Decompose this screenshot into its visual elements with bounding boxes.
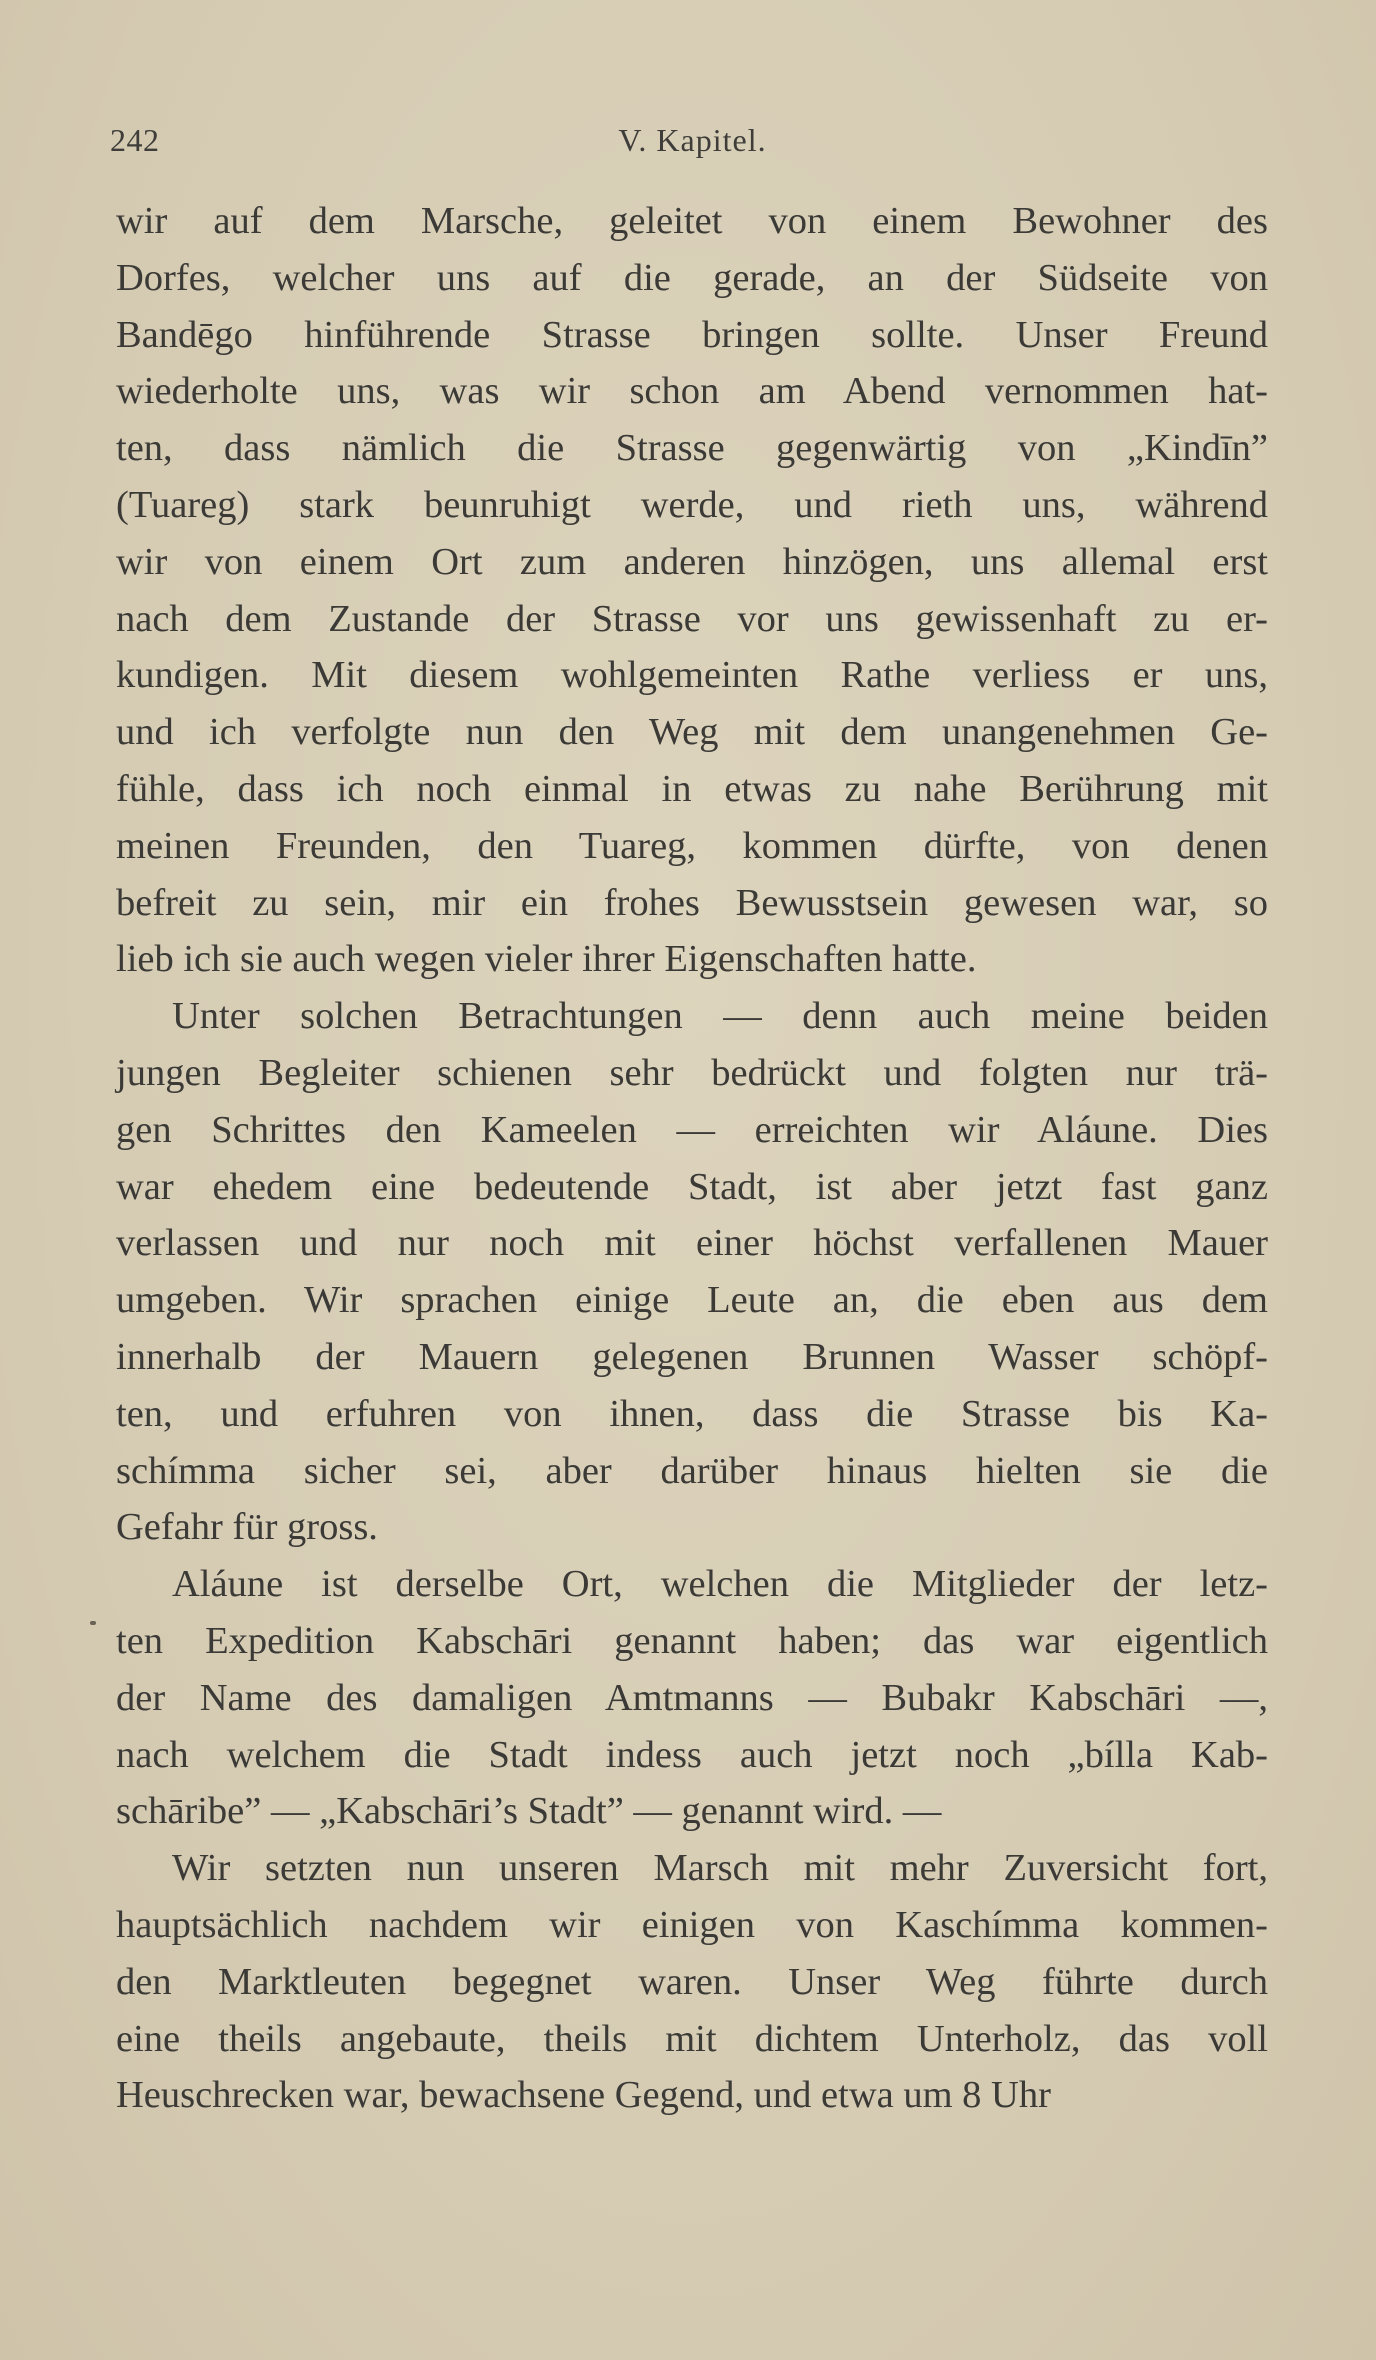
text-line-content: und ich verfolgte nun den Weg mit dem unangenehmen Ge- — [116, 711, 1268, 754]
text-line-content: ten Expedition Kabschāri genannt haben; das war eigentlich — [116, 1619, 1268, 1662]
text-line — [116, 1499, 1268, 1556]
text-line — [116, 2011, 1268, 2068]
text-line — [116, 818, 1268, 875]
text-line — [116, 1954, 1268, 2011]
text-line — [116, 1272, 1268, 1329]
text-line — [116, 477, 1268, 534]
text-line-content: Dorfes, welcher uns auf die gerade, an der Südseite von — [116, 256, 1268, 299]
text-line-content: war ehedem eine bedeutende Stadt, ist aber jetzt fast ganz — [116, 1165, 1268, 1208]
paragraph — [116, 1556, 1268, 1840]
text-line-content: der Name des damaligen Amtmanns — Bubakr Kabschāri —, — [116, 1676, 1268, 1719]
body-text — [116, 193, 1268, 2124]
text-line-content: Gefahr für gross. — [116, 1506, 378, 1549]
text-line — [116, 931, 1268, 988]
text-line-content: Wir setzten nun unseren Marsch mit mehr Zuversicht fort, — [172, 1847, 1268, 1890]
page-header — [110, 122, 1275, 172]
text-line-content: ten, dass nämlich die Strasse gegenwärtig von „Kindīn” — [116, 427, 1268, 470]
running-head: V. Kapitel. — [618, 122, 767, 158]
text-line — [116, 1727, 1268, 1784]
text-line — [116, 2067, 1268, 2124]
paragraph — [116, 193, 1268, 988]
text-line-content: wir von einem Ort zum anderen hinzögen, uns allemal erst — [116, 540, 1268, 583]
text-line — [116, 250, 1268, 307]
text-line-content: umgeben. Wir sprachen einige Leute an, die eben aus dem — [116, 1279, 1268, 1322]
text-line — [116, 1556, 1268, 1613]
text-line — [116, 1613, 1268, 1670]
text-line-content: schímma sicher sei, aber darüber hinaus hielten sie die — [116, 1449, 1268, 1492]
text-line-content: befreit zu sein, mir ein frohes Bewusstsein gewesen war, so — [116, 881, 1268, 924]
text-line — [116, 1102, 1268, 1159]
text-line — [116, 420, 1268, 477]
text-line — [116, 704, 1268, 761]
page-number: 242 — [110, 122, 160, 158]
text-line-content: schāribe” — „Kabschāri’s Stadt” — genannt wird. — — [116, 1790, 942, 1833]
text-line — [116, 1329, 1268, 1386]
text-line-content: Heuschrecken war, bewachsene Gegend, und etwa um 8 Uhr — [116, 2074, 1051, 2117]
text-line — [116, 1215, 1268, 1272]
text-line — [116, 1897, 1268, 1954]
text-line-content: nach dem Zustande der Strasse vor uns gewissenhaft zu er- — [116, 597, 1268, 640]
text-line — [116, 1670, 1268, 1727]
text-line — [116, 1783, 1268, 1840]
text-line-content: gen Schrittes den Kameelen — erreichten wir Aláune. Dies — [116, 1108, 1268, 1151]
text-line-content: den Marktleuten begegnet waren. Unser Weg führte durch — [116, 1960, 1268, 2003]
text-line-content: nach welchem die Stadt indess auch jetzt noch „bílla Kab- — [116, 1733, 1268, 1776]
text-line-content: Aláune ist derselbe Ort, welchen die Mitglieder der letz- — [172, 1563, 1268, 1606]
paragraph — [116, 988, 1268, 1556]
text-line — [116, 761, 1268, 818]
text-line — [116, 1159, 1268, 1216]
text-line-content: lieb ich sie auch wegen vieler ihrer Eigenschaften hatte. — [116, 938, 977, 981]
text-line-content: jungen Begleiter schienen sehr bedrückt und folgten nur trä- — [116, 1051, 1268, 1094]
text-line — [116, 1386, 1268, 1443]
text-line-content: meinen Freunden, den Tuareg, kommen dürfte, von denen — [116, 824, 1268, 867]
text-line-content: wir auf dem Marsche, geleitet von einem Bewohner des — [116, 200, 1268, 242]
text-line — [116, 988, 1268, 1045]
text-line-content: innerhalb der Mauern gelegenen Brunnen Wasser schöpf- — [116, 1335, 1268, 1378]
paragraph — [116, 1840, 1268, 2124]
text-line-content: eine theils angebaute, theils mit dichtem Unterholz, das voll — [116, 2017, 1268, 2060]
text-line-content: kundigen. Mit diesem wohlgemeinten Rathe verliess er uns, — [116, 654, 1268, 697]
text-line-content: hauptsächlich nachdem wir einigen von Kaschímma kommen- — [116, 1903, 1268, 1946]
text-line — [116, 647, 1268, 704]
text-line — [116, 363, 1268, 420]
text-line-content: verlassen und nur noch mit einer höchst verfallenen Mauer — [116, 1222, 1268, 1265]
text-line — [116, 1840, 1268, 1897]
text-line-content: (Tuareg) stark beunruhigt werde, und rieth uns, während — [116, 483, 1268, 526]
text-line-content: Bandēgo hinführende Strasse bringen sollte. Unser Freund — [116, 313, 1268, 356]
margin-mark — [90, 1621, 96, 1625]
text-line — [116, 1045, 1268, 1102]
text-line-content: fühle, dass ich noch einmal in etwas zu nahe Berührung mit — [116, 767, 1268, 810]
text-line — [116, 534, 1268, 591]
text-line — [116, 875, 1268, 932]
text-line — [116, 1443, 1268, 1500]
text-line-content: Unter solchen Betrachtungen — denn auch meine beiden — [172, 995, 1268, 1038]
text-line — [116, 591, 1268, 648]
text-line — [116, 307, 1268, 364]
text-line-content: wiederholte uns, was wir schon am Abend vernommen hat- — [116, 370, 1268, 413]
text-line — [116, 193, 1268, 250]
text-line-content: ten, und erfuhren von ihnen, dass die Strasse bis Ka- — [116, 1392, 1268, 1435]
